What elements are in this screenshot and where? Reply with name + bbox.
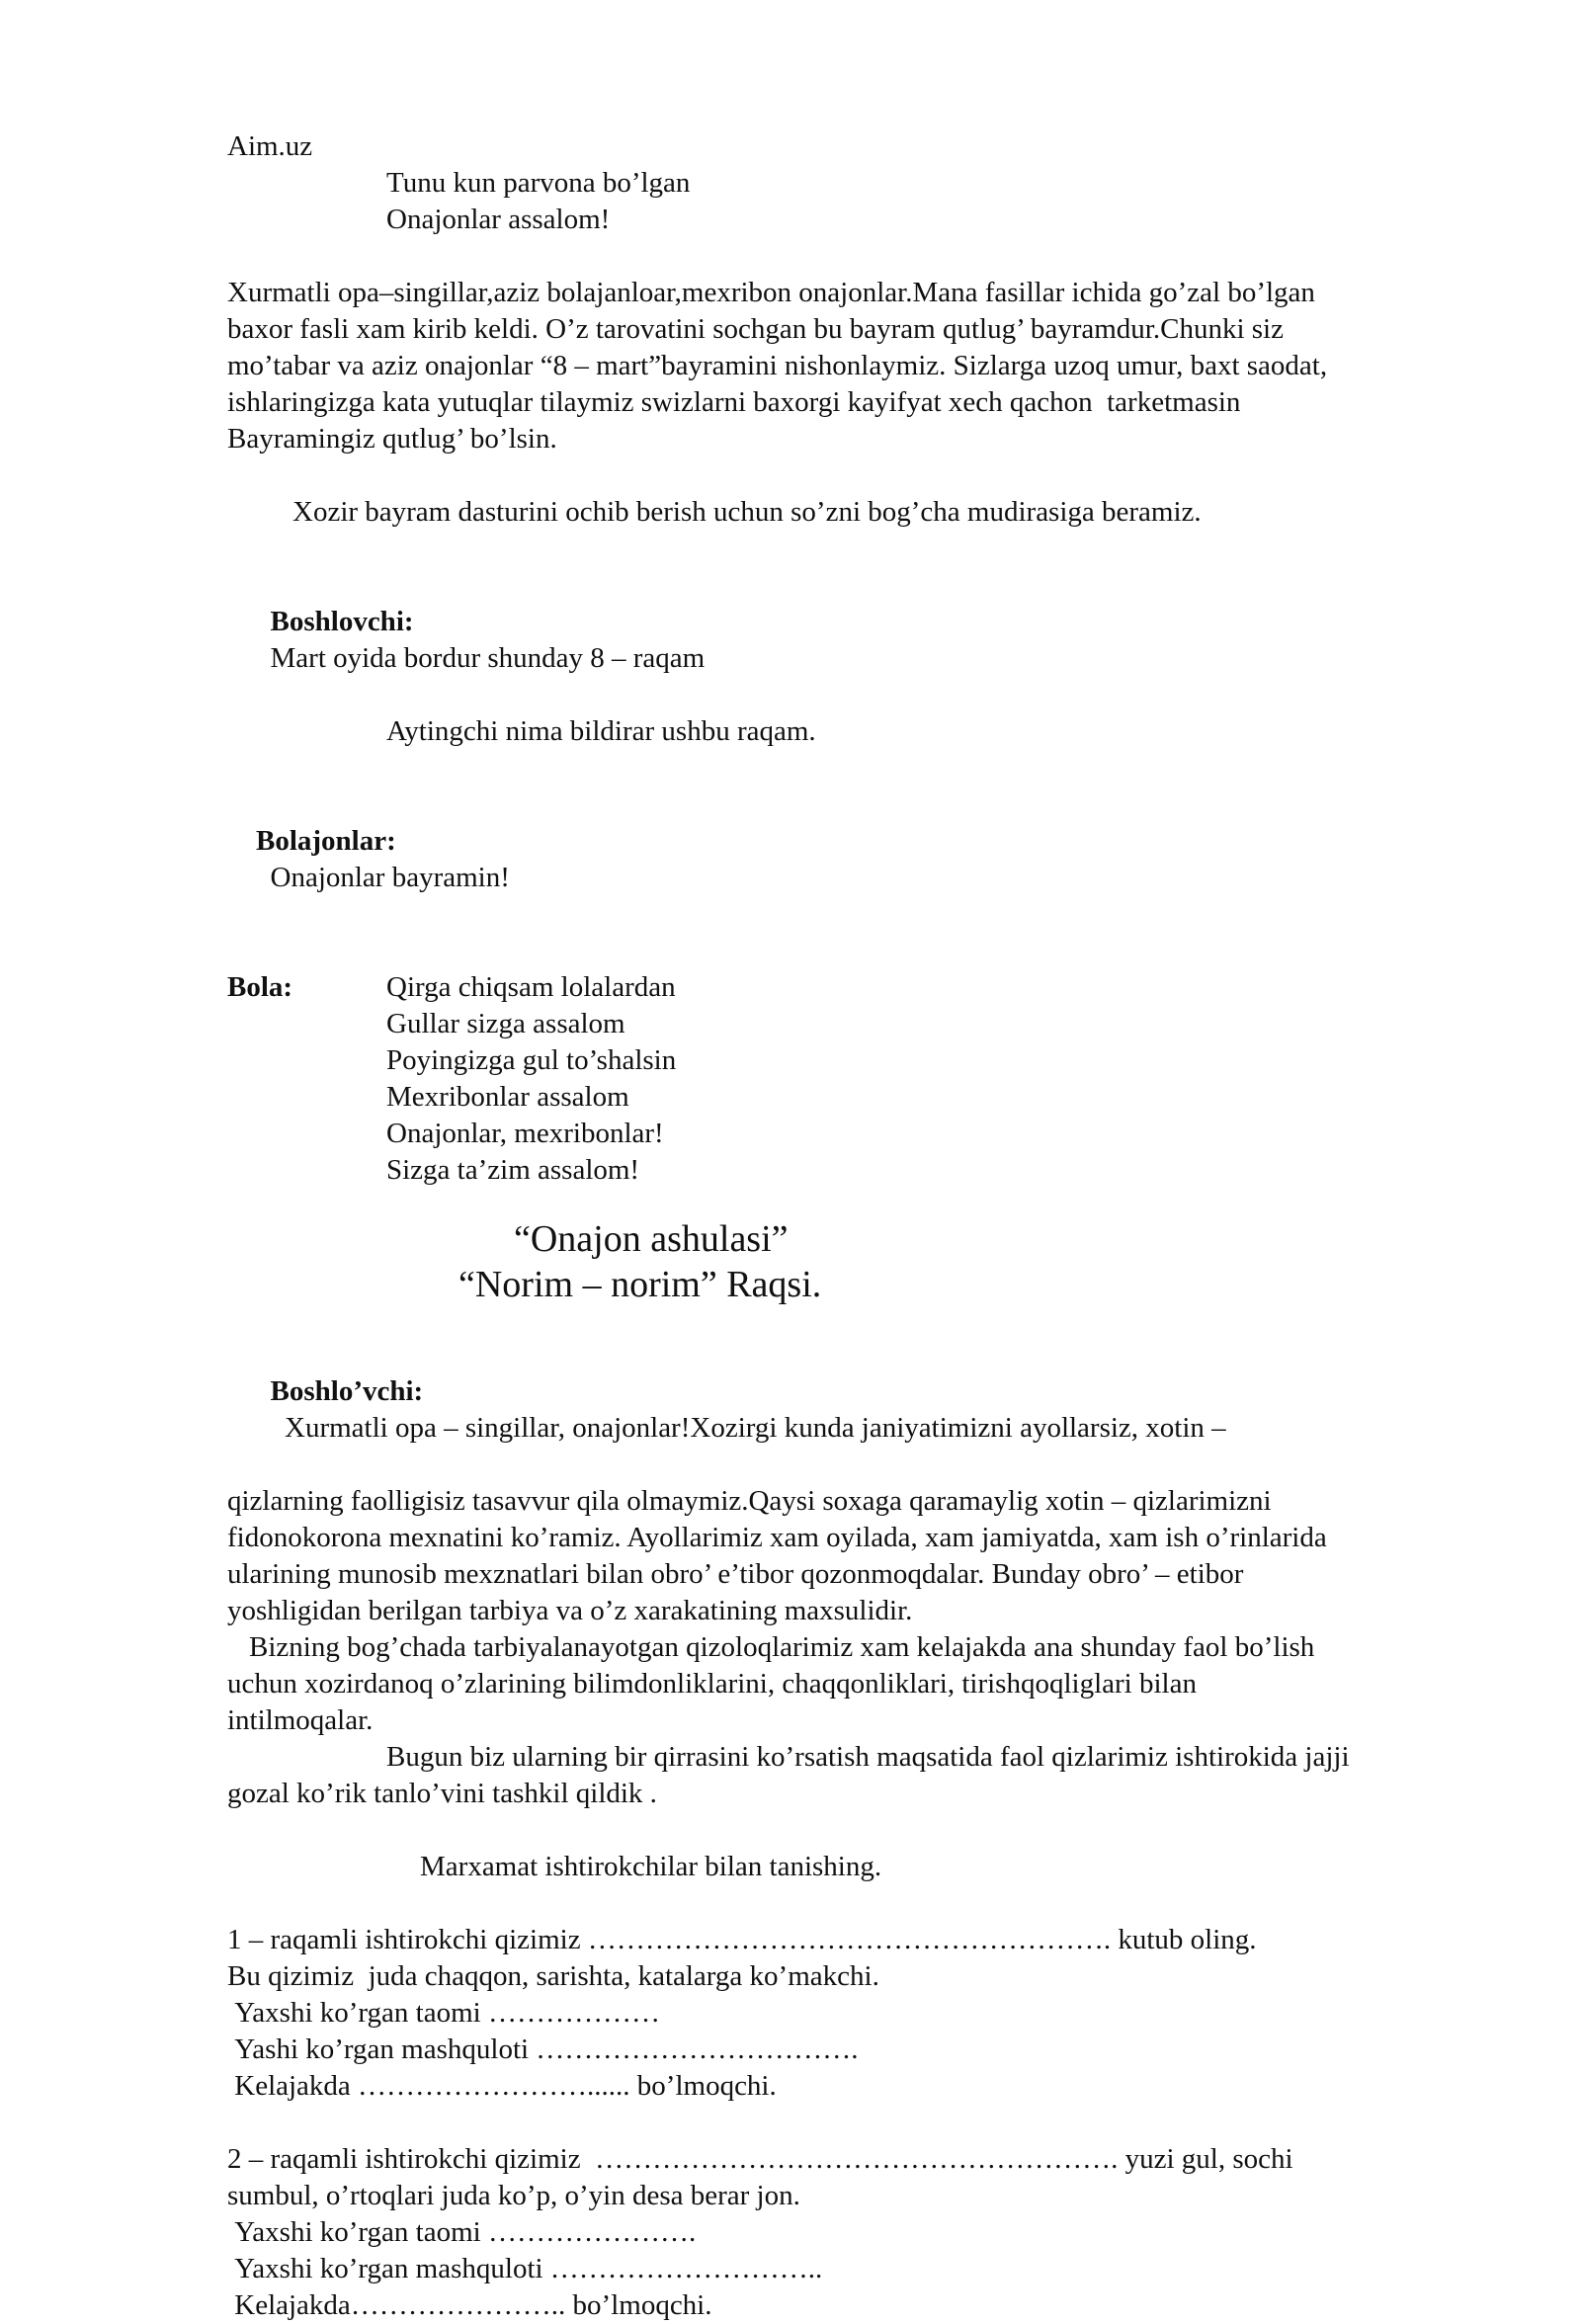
poem-line: Poyingizga gul to’shalsin: [386, 1044, 677, 1076]
participant-2: [227, 2141, 1482, 2324]
host-2-block: [227, 1337, 1482, 1812]
speaker-label: Bola:: [227, 971, 293, 1003]
intro-poem: [227, 165, 1482, 238]
speech-line: Mart oyida bordur shunday 8 – raqam: [270, 642, 706, 674]
poem-line: Mexribonlar assalom: [386, 1081, 629, 1113]
paragraph-line: baxor fasli xam kirib keldi. O’z tarovatini sochgan bu bayram qutlug’ bayramdur.Chunki siz: [227, 313, 1284, 345]
speech-line: Bizning bog’chada tarbiyalanayotgan qizoloqlarimiz xam kelajakda ana shunday faol bo’lish: [249, 1631, 1315, 1663]
poem-line: Onajonlar assalom!: [386, 204, 611, 235]
performance-title: “Norim – norim” Raqsi.: [458, 1264, 822, 1305]
speech-line: intilmoqalar.: [227, 1704, 374, 1736]
document-page: [227, 128, 1482, 2324]
speaker-label: Bolajonlar:: [256, 825, 396, 857]
poem-line: Gullar sizga assalom: [386, 1008, 625, 1039]
participant-line: sumbul, o’rtoqlari juda ko’p, o’yin desa berar jon.: [227, 2180, 800, 2211]
speech-line: Xurmatli opa – singillar, onajonlar!Xozirgi kunda janiyatimizni ayollarsiz, xotin –: [285, 1412, 1226, 1444]
speech-line: fidonokorona mexnatini ko’ramiz. Ayollarimiz xam oyilada, xam jamiyatda, xam ish o’rinlarida: [227, 1522, 1327, 1553]
greeting-paragraph: [227, 275, 1482, 457]
paragraph-line: Xurmatli opa–singillar,aziz bolajanloar,mexribon onajonlar.Mana fasillar ichida go’zal bo’lgan: [227, 277, 1315, 308]
host-1-block: [227, 567, 1482, 750]
paragraph-line: mo’tabar va aziz onajonlar “8 – mart”bayramini nishonlaymiz. Sizlarga uzoq umur, baxt saodat,: [227, 350, 1328, 381]
introduce-line: Marxamat ishtirokchilar bilan tanishing.: [420, 1851, 882, 1882]
performance-headings: [227, 1216, 1482, 1307]
poem-line: Qirga chiqsam lolalardan: [386, 971, 676, 1003]
participant-line: Yaxshi ko’rgan mashquloti ………………………..: [227, 2253, 823, 2284]
child-poem: [386, 969, 676, 1189]
program-line: Xozir bayram dasturini ochib berish uchun so’zni bog’cha mudirasiga beramiz.: [292, 496, 1202, 528]
speech-line: Bugun biz ularning bir qirrasini ko’rsatish maqsatida faol qizlarimiz ishtirokida jajji: [386, 1741, 1350, 1773]
child-block: [227, 969, 1482, 1189]
performance-title: “Onajon ashulasi”: [514, 1218, 789, 1260]
poem-line: Tunu kun parvona bo’lgan: [386, 167, 691, 199]
speaker-label: Boshlovchi:: [270, 606, 414, 637]
speaker-label: Boshlo’vchi:: [270, 1375, 424, 1407]
participant-1: [227, 1922, 1482, 2105]
participant-line: Yashi ko’rgan mashquloti …………………………….: [227, 2034, 859, 2065]
participant-line: Kelajakda………………….. bo’lmoqchi.: [227, 2289, 712, 2321]
poem-line: Onajonlar, mexribonlar!: [386, 1118, 664, 1149]
speech-line: uchun xozirdanoq o’zlarining bilimdonliklarini, chaqqonliklari, tirishqoqliglari bilan: [227, 1668, 1197, 1700]
participant-line: Yaxshi ko’rgan taomi ………………….: [227, 2216, 697, 2248]
speech-line: ularining munosib mexznatlari bilan obro’ e’tibor qozonmoqdalar. Bunday obro’ – etibor: [227, 1558, 1244, 1590]
children-block: [227, 787, 1482, 933]
speech-line: qizlarning faolligisiz tasavvur qila olmaymiz.Qaysi soxaga qaramaylig xotin – qizlarimizni: [227, 1485, 1272, 1517]
speech-line: Onajonlar bayramin!: [270, 862, 510, 893]
participant-line: Yaxshi ko’rgan taomi ………………: [227, 1997, 660, 2029]
paragraph-line: Bayramingiz qutlug’ bo’lsin.: [227, 423, 557, 455]
site-name: Aim.uz: [227, 130, 313, 162]
participant-line: 1 – raqamli ishtirokchi qizimiz ………………………………………………. kutub oling.: [227, 1924, 1257, 1955]
participant-line: Bu qizimiz juda chaqqon, sarishta, katalarga ko’makchi.: [227, 1960, 879, 1992]
speech-line: Aytingchi nima bildirar ushbu raqam.: [386, 715, 816, 747]
participant-line: 2 – raqamli ishtirokchi qizimiz ………………………………………………. yuzi gul, sochi: [227, 2143, 1293, 2175]
paragraph-line: ishlaringizga kata yutuqlar tilaymiz swizlarni baxorgi kayifyat xech qachon tarketmasin: [227, 386, 1241, 418]
poem-line: Sizga ta’zim assalom!: [386, 1154, 640, 1186]
participant-line: Kelajakda ……………………...... bo’lmoqchi.: [227, 2070, 777, 2102]
speech-line: gozal ko’rik tanlo’vini tashkil qildik .: [227, 1778, 657, 1809]
speech-line: yoshligidan berilgan tarbiya va o’z xarakatining maxsulidir.: [227, 1595, 913, 1626]
